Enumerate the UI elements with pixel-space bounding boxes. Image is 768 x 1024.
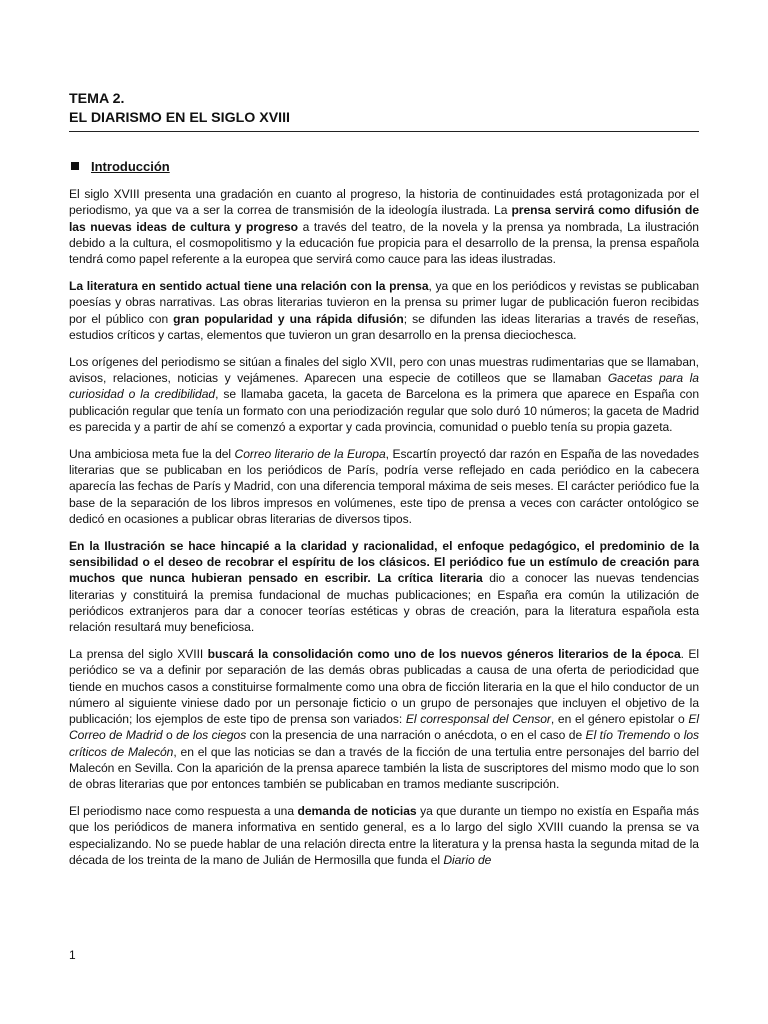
text-run: de los ciegos [176,728,247,743]
text-run: El corresponsal del Censor [405,712,551,727]
paragraph [69,186,699,267]
text-run: El tío Tremendo [585,728,671,743]
text-run: ; se difunden las ideas literarias a través de reseñas, estudios críticos y cartas, elementos que tuvieron un gran desarrollo en la prensa dieciochesca. [69,311,699,342]
page-number: 1 [69,948,76,962]
text-run: El periodismo nace como respuesta a una [69,804,298,819]
text-run: gran popularidad y una rápida difusión [173,311,404,326]
text-run: ya que durante un tiempo no existía en España más que los periódicos de manera informativa en sentido general, es a lo largo del siglo XVIII cuando la prensa se va especializando. No se puede hablar de una relación directa entre la literatura y la prensa hasta la segunda mitad de la década de los treinta de la mano de Julián de Hermosilla que funda el [69,804,699,867]
body-text [69,186,699,879]
section-title: Introducción [91,159,170,174]
paragraph [69,646,699,793]
text-run: a través del teatro, de la novela y la prensa ya nombrada, La ilustración debido a la cultura, el cosmopolitismo y la educación fue propicia para el desarrollo de la prensa, la prensa española tendrá como papel referente a la europea que servirá como cauce para las ideas ilustradas. [69,219,699,267]
square-bullet-icon [71,162,79,170]
text-run: Correo literario de la Europa [234,446,386,461]
text-run: , ya que en los periódicos y revistas se publicaban poesías y obras narrativas. Las obras literarias tuvieron en la prensa su primer lugar de publicación fueron recibidas por el público con [69,278,700,326]
text-run: , Escartín proyectó dar razón en España de las novedades literarias que se publicaban en los periódicos de París, podría verse reflejado en cada periódico en la cabecera aparecía las fechas de París y Madrid, con una diferencia temporal máxima de seis meses. El carácter periódico fue la base de la separación de los libros impresos en volúmenes, este tipo de prensa a veces con carácter ontológico se dedicó en ocasiones a publicar obras literarias de diversos tipos. [69,446,699,526]
title-line-1: TEMA 2. [69,91,125,107]
text-run: dio a conocer las nuevas tendencias literarias y constituirá la premisa fundacional de muchas publicaciones; en España era común la utilización de periódicos extranjeros para dar a conocer teorías estéticas y obras de creación, para la literatura española esta relación resultará muy beneficiosa. [69,571,700,635]
paragraph [69,803,699,868]
text-run: Gacetas para la curiosidad o la credibilidad [69,370,699,402]
text-run: o [162,728,177,743]
text-run: El Correo de Madrid [69,712,699,743]
section-heading [69,158,170,175]
text-run: El siglo XVIII presenta una gradación en cuanto al progreso, la historia de continuidades está protagonizada por el periodismo, ya que va a ser la correa de transmisión de la ideología ilustrada. La [69,187,699,218]
text-run: En la Ilustración se hace hincapié a la claridad y racionalidad, el enfoque pedagógico, el predominio de la sensibilidad o el deseo de recobrar el espíritu de los clásicos. El periódico fue un estímulo de creación para muchos que nunca hubieran pensado en escribir. La [69,538,699,586]
text-run: , se llamaba gaceta, la gaceta de Barcelona es la primera que aparece en España con publicación regular que tenía un formato con una periodización regular que solo duró 10 números; la gaceta de Madrid es parecida y a partir de ahí se comenzó a exportar y cada provincia, comunidad o pueblo tenía su propia gazeta. [69,387,699,434]
text-run: . El periódico se va a definir por separación de las demás obras publicadas a causa de una oferta de periodicidad que tiende en muchos casos a constituirse formalmente como una obra de ficción literaria en la que el hilo conductor de un número al siguiente viniese dado por un personaje ficticio o un grupo de personajes que incluyen el objetivo de la publicación; los ejemplos de este tipo de prensa son variados: [69,646,699,727]
title-line-2: EL DIARISMO EN EL SIGLO XVIII [69,110,290,126]
text-run: los críticos de Malecón [69,728,700,759]
text-run: Los orígenes del periodismo se sitúan a finales del siglo XVII, pero con unas muestras rudimentarias que se llamaban, avisos, relaciones, noticias y vejámenes. Aparecen una especie de cotilleos que se llamaban [69,354,699,385]
chapter-title [69,90,699,132]
text-run: La literatura en sentido actual tiene una relación con la prensa [69,278,429,293]
text-run: crítica literaria [397,571,483,586]
text-run: buscará la consolidación como uno de los nuevos géneros literarios de la época [207,646,681,661]
paragraph [69,446,699,527]
text-run: Una ambiciosa meta fue la del [69,446,235,461]
text-run: , en el género epistolar o [550,712,689,727]
text-run: Diario de [443,852,492,867]
paragraph [69,278,699,343]
paragraph [69,354,699,435]
text-run: demanda de noticias [297,804,417,819]
text-run: , en el que las noticias se dan a través de la ficción de una tertulia entre personajes del barrio del Malecón en Sevilla. Con la aparición de la prensa aparece también la lista de suscriptores del mismo modo que lo son de obras literarias que por entonces también se publicaban en tramos mediante suscripción. [69,744,699,792]
text-run: o [670,728,684,743]
text-run: prensa servirá como difusión de las nuevas ideas de cultura y progreso [69,203,699,234]
paragraph [69,538,699,636]
text-run: con la presencia de una narración o anécdota, o en el caso de [246,728,586,743]
text-run: La prensa del siglo XVIII [69,646,208,661]
